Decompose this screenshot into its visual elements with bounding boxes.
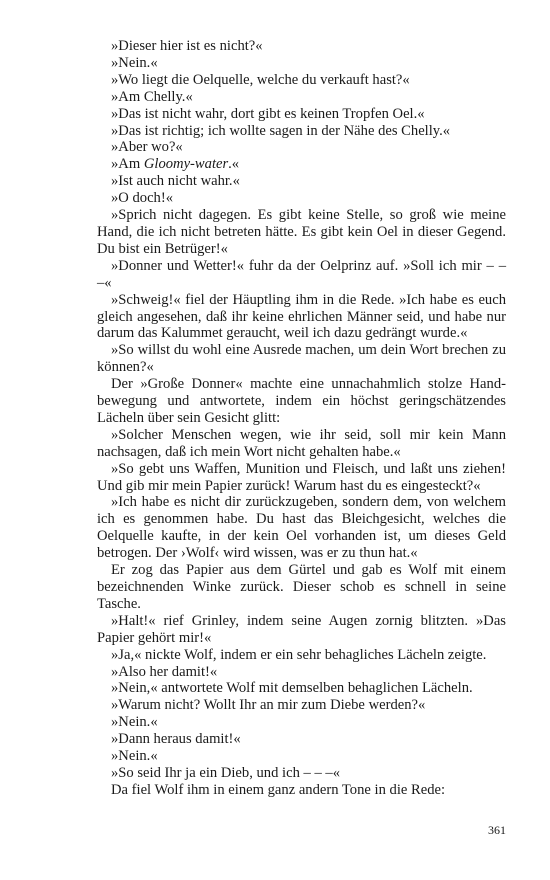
- paragraph: »Wo liegt die Oelquelle, welche du verkauft hast?«: [111, 71, 410, 88]
- paragraph-tail: .«: [228, 156, 240, 173]
- paragraph: »Nein,« antwortete Wolf mit demselben behaglichen Lächeln.: [111, 680, 473, 697]
- paragraph: »Ja,« nickte Wolf, indem er ein sehr behagliches Lächeln zeigte.: [111, 646, 487, 663]
- paragraph: »Warum nicht? Wollt Ihr an mir zum Diebe werden?«: [111, 697, 426, 714]
- paragraph: »Nein.«: [111, 748, 158, 765]
- paragraph: »Ich habe es nicht dir zurückzugeben, sondern dem, von welchem ich es genommen habe. Du hast das Bleichgesicht, welches die Oelquelle kaufte, in der kein Oel vorhanden ist, um dieses Geld betrogen. Der ›Wolf‹ wird wissen, was er zu thun hat.«: [97, 494, 506, 562]
- book-page-text: [97, 38, 506, 799]
- paragraph: »Dieser hier ist es nicht?«: [111, 38, 263, 54]
- paragraph: »Halt!« rief Grinley, indem seine Augen zornig blitzten. »Das Papier gehört mir!«: [97, 612, 506, 646]
- paragraph: »O doch!«: [111, 190, 174, 207]
- paragraph: »Sprich nicht dagegen. Es gibt keine Stelle, so groß wie meine Hand, die ich nicht betreten hätte. Es gibt kein Oel in dieser Gegend. Du bist ein Betrüger!«: [97, 207, 506, 257]
- paragraph: »Also her damit!«: [111, 663, 218, 680]
- paragraph: »Nein.«: [111, 54, 158, 71]
- paragraph: »So willst du wohl eine Ausrede machen, um dein Wort brechen zu können?«: [97, 342, 506, 376]
- paragraph: »Dann heraus damit!«: [111, 731, 241, 748]
- paragraph-lead: »Am: [111, 156, 144, 173]
- paragraph: »Solcher Menschen wegen, wie ihr seid, soll mir kein Mann nachsagen, daß ich mein Wort nicht gehalten habe.«: [97, 426, 506, 460]
- paragraph: »Am Chelly.«: [111, 88, 193, 105]
- paragraph: »Schweig!« fiel der Häuptling ihm in die Rede. »Ich habe es euch gleich angesehen, daß ihr keine ehrlichen Männer seid, und habe nur darum das Kalummet geraucht, weil ich dazu gedrängt wurde.«: [97, 291, 506, 342]
- page-number: 361: [488, 823, 506, 837]
- paragraph: »So seid Ihr ja ein Dieb, und ich – – –«: [111, 764, 341, 781]
- paragraph: »So gebt uns Waffen, Munition und Fleisch, und laßt uns ziehen! Und gib mir mein Papier zurück! Warum hast du es eingesteckt?«: [97, 460, 506, 494]
- paragraph: Da fiel Wolf ihm in einem ganz andern Tone in die Rede:: [111, 781, 446, 798]
- paragraph: »Das ist richtig; ich wollte sagen in der Nähe des Chelly.«: [111, 122, 451, 139]
- paragraph: »Ist auch nicht wahr.«: [111, 173, 240, 190]
- paragraph: »Donner und Wetter!« fuhr da der Oelprinz auf. »Soll ich mir – – –«: [97, 257, 506, 291]
- paragraph: »Das ist nicht wahr, dort gibt es keinen Tropfen Oel.«: [111, 105, 425, 122]
- paragraph: Er zog das Papier aus dem Gürtel und gab es Wolf mit einem bezeichnenden Winke zurück. Dieser schob es schnell in seine Tasche.: [97, 562, 506, 612]
- paragraph: »Nein.«: [111, 714, 158, 731]
- italic-place-name: Gloomy-water: [143, 156, 229, 173]
- paragraph: Der »Große Donner« machte eine unnachahmlich stolze Handbewegung und antwortete, indem ein höchst geringschätzendes Lächeln über sein Gesicht glitt:: [97, 376, 506, 426]
- paragraph: »Aber wo?«: [111, 139, 183, 156]
- paragraph-gloomy-water: [97, 156, 506, 173]
